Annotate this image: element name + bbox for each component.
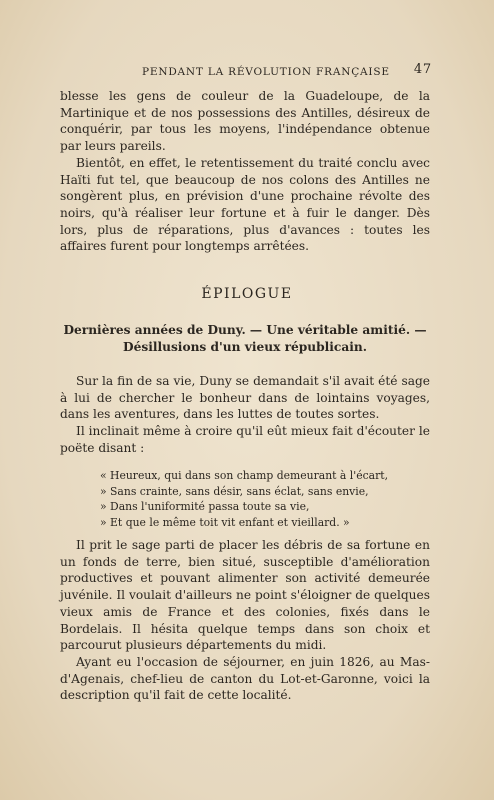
paragraph-mas-dagenais: Ayant eu l'occasion de séjourner, en juin 1826, au Mas-d'Agenais, chef-lieu de canton du Lot-et-Garonne, voici la description qu'il fait de cette localité. xyxy=(60,654,430,703)
section-subtitle: Dernières années de Duny. — Une véritable amitié. — Désillusions d'un vieux républicain. xyxy=(63,323,427,354)
paragraph-poet: Il inclinait même à croire qu'il eût mieux fait d'écouter le poëte disant : xyxy=(60,424,430,455)
verse-line: » Dans l'uniformité passa toute sa vie, xyxy=(100,500,310,513)
epilogue-main-block xyxy=(60,537,430,704)
running-title: PENDANT LA RÉVOLUTION FRANÇAISE xyxy=(142,66,390,78)
verse-line: « Heureux, qui dans son champ demeurant à l'écart, xyxy=(100,469,389,482)
paragraph-haiti: Bientôt, en effet, le retentissement du traité conclu avec Haïti fut tel, que beaucoup de nos colons des Antilles ne songèrent plus, en prévision d'une prochaine révolte des noirs, qu'à réaliser leur fortune et à fuir le danger. Dès lors, plus de réparations, plus d'avances : toutes les affaires furent pour longtemps arrêtées. xyxy=(60,155,430,254)
epilogue-intro-block xyxy=(60,373,430,457)
verse-line: » Sans crainte, sans désir, sans éclat, sans envie, xyxy=(100,484,369,498)
top-text-block xyxy=(60,88,430,255)
verse-line: » Et que le même toit vit enfant et vieillard. » xyxy=(100,515,350,529)
paragraph-duny-life: Sur la fin de sa vie, Duny se demandait s'il avait été sage à lui de chercher le bonheur dans de lointains voyages, dans les aventures, dans les luttes de toutes sortes. xyxy=(60,374,430,422)
paragraph-continued: blesse les gens de couleur de la Guadeloupe, de la Martinique et de nos possessions des Antilles, désireux de conquérir, par tous les moyens, l'indépendance obtenue par leurs pareils. xyxy=(60,89,430,154)
paragraph-fortune: Il prit le sage parti de placer les débris de sa fortune en un fonds de terre, bien situé, susceptible d'amélioration productives et pouvant alimenter son activité demeurée juvénile. Il voulait d'ailleurs ne point s'éloigner de quelques vieux amis de France et des colonies, fixés dans le Bordelais. Il hésita quelque temps dans son choix et parcourut plusieurs départements du midi. xyxy=(60,538,430,653)
section-title: ÉPILOGUE xyxy=(201,286,293,302)
page-number: 47 xyxy=(413,62,432,77)
verse-quote xyxy=(100,468,400,530)
